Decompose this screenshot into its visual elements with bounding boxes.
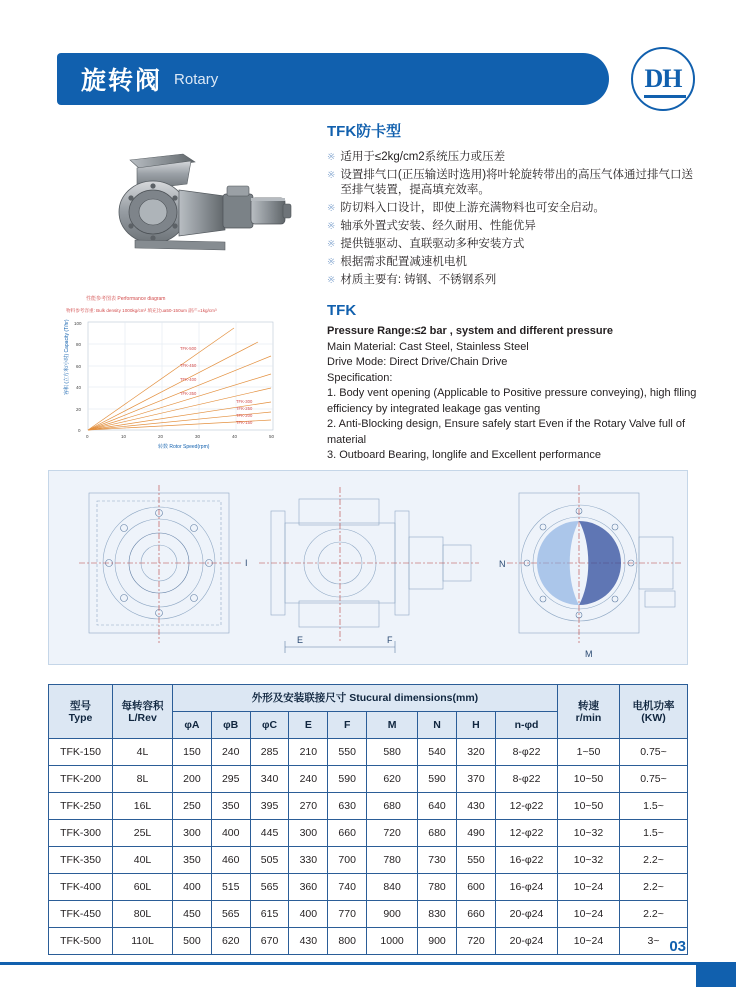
svg-text:TFK-300: TFK-300 bbox=[236, 399, 253, 404]
col-speed bbox=[558, 685, 620, 739]
table-row bbox=[49, 847, 688, 874]
spec-line: Main Material: Cast Steel, Stainless Steel bbox=[327, 340, 529, 353]
cell-dim-a: 250 bbox=[173, 793, 212, 820]
cell-dim-c: 615 bbox=[250, 901, 289, 928]
cell-dim-b: 400 bbox=[211, 820, 250, 847]
svg-text:TFK-350: TFK-350 bbox=[180, 391, 197, 396]
bullet-marker-icon: ※ bbox=[327, 203, 336, 214]
page-number: 03 bbox=[669, 938, 686, 955]
cell-speed: 10~32 bbox=[558, 820, 620, 847]
specification-table bbox=[48, 684, 688, 955]
col-type-cn: 型号 bbox=[70, 699, 91, 712]
svg-text:50: 50 bbox=[269, 434, 275, 439]
svg-text:TFK-200: TFK-200 bbox=[236, 413, 253, 418]
col-dim-nd: n-φd bbox=[496, 712, 558, 739]
bullet-text: 设置排气口(正压输送时选用)将叶轮旋转带出的高压气体通过排气口送至排气装置，提高填充效率。 bbox=[340, 169, 694, 196]
svg-text:E: E bbox=[297, 635, 304, 645]
cell-volume: 16L bbox=[113, 793, 173, 820]
cell-dim-n: 680 bbox=[418, 820, 457, 847]
cell-dim-a: 300 bbox=[173, 820, 212, 847]
cell-volume: 80L bbox=[113, 901, 173, 928]
col-dim-n: N bbox=[418, 712, 457, 739]
svg-text:M: M bbox=[585, 649, 593, 659]
cell-dim-e: 330 bbox=[289, 847, 328, 874]
cell-dim-a: 400 bbox=[173, 874, 212, 901]
company-logo bbox=[630, 46, 696, 112]
cell-dim-m: 620 bbox=[367, 766, 418, 793]
cell-power: 2.2~ bbox=[620, 874, 688, 901]
cell-power: 2.2~ bbox=[620, 901, 688, 928]
bullet-marker-icon: ※ bbox=[327, 257, 336, 268]
cell-type: TFK-500 bbox=[49, 928, 113, 955]
list-item bbox=[327, 273, 697, 288]
cell-dim-f: 660 bbox=[328, 820, 367, 847]
svg-text:10: 10 bbox=[121, 434, 127, 439]
table-row bbox=[49, 766, 688, 793]
cell-dim-m: 680 bbox=[367, 793, 418, 820]
table-header-row bbox=[49, 685, 688, 712]
cell-dim-b: 460 bbox=[211, 847, 250, 874]
col-volume bbox=[113, 685, 173, 739]
spec-line: 1. Body vent opening (Applicable to Positive pressure conveying), high flling efficiency by integrated leakage gas venting bbox=[327, 387, 697, 415]
cell-speed: 10~50 bbox=[558, 766, 620, 793]
spec-line: Specification: bbox=[327, 371, 393, 384]
logo-underline bbox=[644, 95, 686, 98]
cell-type: TFK-300 bbox=[49, 820, 113, 847]
cell-dim-e: 300 bbox=[289, 820, 328, 847]
bullet-text: 防切料入口设计，即使上游充满物料也可安全启动。 bbox=[340, 202, 605, 214]
logo-text: DH bbox=[644, 64, 682, 93]
cell-dim-h: 430 bbox=[456, 793, 495, 820]
list-item bbox=[327, 219, 697, 234]
svg-text:I: I bbox=[245, 558, 248, 568]
cell-dim-c: 445 bbox=[250, 820, 289, 847]
logo-circle bbox=[631, 47, 695, 111]
bullet-marker-icon: ※ bbox=[327, 239, 336, 250]
cell-dim-a: 200 bbox=[173, 766, 212, 793]
cell-dim-e: 270 bbox=[289, 793, 328, 820]
cell-dim-h: 660 bbox=[456, 901, 495, 928]
cell-dim-c: 340 bbox=[250, 766, 289, 793]
cell-dim-n: 780 bbox=[418, 874, 457, 901]
col-power-en: (KW) bbox=[641, 711, 666, 724]
cell-dim-n: 830 bbox=[418, 901, 457, 928]
cell-power: 1.5~ bbox=[620, 820, 688, 847]
product-title-cn: TFK防卡型 bbox=[327, 123, 402, 140]
svg-text:100: 100 bbox=[74, 321, 82, 326]
cell-dim-m: 780 bbox=[367, 847, 418, 874]
cell-volume: 40L bbox=[113, 847, 173, 874]
footer-accent-block bbox=[696, 965, 736, 987]
cell-dim-e: 430 bbox=[289, 928, 328, 955]
cell-power: 0.75~ bbox=[620, 766, 688, 793]
svg-text:TFK-250: TFK-250 bbox=[236, 406, 253, 411]
table-row bbox=[49, 928, 688, 955]
cell-dim-f: 590 bbox=[328, 766, 367, 793]
bullet-marker-icon: ※ bbox=[327, 221, 336, 232]
footer-rule bbox=[0, 962, 736, 965]
cell-power: 1.5~ bbox=[620, 793, 688, 820]
col-dim-e: E bbox=[289, 712, 328, 739]
cell-dim-m: 1000 bbox=[367, 928, 418, 955]
page-title-cn: 旋转阀 bbox=[81, 67, 163, 95]
cell-dim-nd: 8-φ22 bbox=[496, 739, 558, 766]
svg-text:TFK-400: TFK-400 bbox=[180, 377, 197, 382]
cell-dim-f: 740 bbox=[328, 874, 367, 901]
table-header bbox=[49, 685, 688, 739]
svg-text:N: N bbox=[499, 559, 506, 569]
table-row bbox=[49, 739, 688, 766]
col-volume-cn: 每转容积 bbox=[121, 699, 164, 712]
svg-text:40: 40 bbox=[232, 434, 238, 439]
col-speed-cn: 转速 bbox=[578, 699, 599, 712]
col-dim-b: φB bbox=[211, 712, 250, 739]
table-row bbox=[49, 793, 688, 820]
cell-dim-e: 210 bbox=[289, 739, 328, 766]
cell-speed: 10~24 bbox=[558, 928, 620, 955]
bullet-text: 根据需求配置减速机电机 bbox=[340, 256, 467, 268]
svg-text:20: 20 bbox=[76, 407, 82, 412]
cell-volume: 8L bbox=[113, 766, 173, 793]
col-dim-m: M bbox=[367, 712, 418, 739]
bullet-text: 材质主要有: 铸钢、不锈钢系列 bbox=[340, 274, 497, 286]
table-body bbox=[49, 739, 688, 955]
svg-text:F: F bbox=[387, 635, 393, 645]
list-item bbox=[327, 255, 697, 270]
svg-text:20: 20 bbox=[158, 434, 164, 439]
cell-dim-e: 240 bbox=[289, 766, 328, 793]
cell-dim-nd: 8-φ22 bbox=[496, 766, 558, 793]
performance-diagram bbox=[58, 290, 308, 460]
list-item bbox=[327, 237, 697, 252]
svg-text:性能参考图表 Performance diagram: 性能参考图表 Performance diagram bbox=[86, 296, 166, 302]
col-dim-h: H bbox=[456, 712, 495, 739]
cell-dim-e: 360 bbox=[289, 874, 328, 901]
cell-dim-h: 490 bbox=[456, 820, 495, 847]
cell-dim-nd: 16-φ24 bbox=[496, 874, 558, 901]
cell-dim-b: 350 bbox=[211, 793, 250, 820]
bullet-text: 轴承外置式安装、经久耐用、性能优异 bbox=[340, 220, 536, 232]
list-item bbox=[327, 150, 697, 165]
svg-text:TFK-450: TFK-450 bbox=[180, 363, 197, 368]
cell-dim-a: 500 bbox=[173, 928, 212, 955]
cell-dim-nd: 12-φ22 bbox=[496, 793, 558, 820]
cell-dim-f: 700 bbox=[328, 847, 367, 874]
cell-dim-n: 900 bbox=[418, 928, 457, 955]
table-row bbox=[49, 820, 688, 847]
list-item bbox=[327, 168, 697, 198]
cell-power: 2.2~ bbox=[620, 847, 688, 874]
cell-type: TFK-450 bbox=[49, 901, 113, 928]
cell-dim-h: 320 bbox=[456, 739, 495, 766]
product-photo bbox=[75, 150, 300, 260]
cell-dim-nd: 12-φ22 bbox=[496, 820, 558, 847]
cell-dim-f: 770 bbox=[328, 901, 367, 928]
bullet-marker-icon: ※ bbox=[327, 275, 336, 286]
cell-dim-f: 630 bbox=[328, 793, 367, 820]
col-power-cn: 电机功率 bbox=[632, 699, 675, 712]
cell-dim-a: 350 bbox=[173, 847, 212, 874]
cell-dim-a: 450 bbox=[173, 901, 212, 928]
svg-text:30: 30 bbox=[195, 434, 201, 439]
list-item bbox=[327, 201, 697, 216]
cell-dim-c: 505 bbox=[250, 847, 289, 874]
svg-text:TFK-150: TFK-150 bbox=[236, 420, 253, 425]
cell-dim-b: 565 bbox=[211, 901, 250, 928]
cell-dim-f: 550 bbox=[328, 739, 367, 766]
cell-volume: 110L bbox=[113, 928, 173, 955]
svg-text:0: 0 bbox=[86, 434, 89, 439]
col-power bbox=[620, 685, 688, 739]
col-type bbox=[49, 685, 113, 739]
svg-text:0: 0 bbox=[78, 428, 81, 433]
cell-dim-n: 590 bbox=[418, 766, 457, 793]
cell-volume: 25L bbox=[113, 820, 173, 847]
col-speed-en: r/min bbox=[575, 711, 602, 724]
spec-line: 2. Anti-Blocking design, Ensure safely start Even if the Rotary Valve full of material bbox=[327, 418, 686, 446]
col-dim-c: φC bbox=[250, 712, 289, 739]
cell-dim-nd: 16-φ22 bbox=[496, 847, 558, 874]
col-type-en: Type bbox=[68, 711, 93, 724]
cell-dim-nd: 20-φ24 bbox=[496, 901, 558, 928]
cell-dim-h: 600 bbox=[456, 874, 495, 901]
cell-type: TFK-400 bbox=[49, 874, 113, 901]
cell-type: TFK-250 bbox=[49, 793, 113, 820]
spec-line: Pressure Range:≤2 bar , system and different pressure bbox=[327, 325, 614, 337]
cell-speed: 10~32 bbox=[558, 847, 620, 874]
col-dim-f: F bbox=[328, 712, 367, 739]
cell-dim-n: 640 bbox=[418, 793, 457, 820]
cell-dim-nd: 20-φ24 bbox=[496, 928, 558, 955]
product-description bbox=[327, 120, 697, 464]
spec-line: Drive Mode: Direct Drive/Chain Drive bbox=[327, 356, 508, 368]
svg-text:60: 60 bbox=[76, 364, 82, 369]
cell-dim-e: 400 bbox=[289, 901, 328, 928]
col-dimensions-group: 外形及安装联接尺寸 Stucural dimensions(mm) bbox=[173, 685, 558, 712]
cell-dim-m: 720 bbox=[367, 820, 418, 847]
page-header-bar bbox=[57, 53, 609, 105]
cell-dim-c: 285 bbox=[250, 739, 289, 766]
svg-text:80: 80 bbox=[76, 342, 82, 347]
cell-power: 0.75~ bbox=[620, 739, 688, 766]
svg-text:容积 (立方米/小时) Capacity (T/hr): 容积 (立方米/小时) Capacity (T/hr) bbox=[64, 319, 70, 395]
bullet-marker-icon: ※ bbox=[327, 152, 336, 163]
svg-text:物料参考容重: Bulk density 1000kg/cm: 物料参考容重: Bulk density 1000kg/cm³ 填充比ua50-150um 副产=1kg/cm³ bbox=[66, 308, 217, 313]
cell-speed: 10~50 bbox=[558, 793, 620, 820]
bullet-marker-icon: ※ bbox=[327, 170, 336, 181]
svg-text:TFK-500: TFK-500 bbox=[180, 346, 197, 351]
cell-dim-h: 550 bbox=[456, 847, 495, 874]
cell-dim-b: 240 bbox=[211, 739, 250, 766]
cell-dim-n: 730 bbox=[418, 847, 457, 874]
product-title-en: TFK bbox=[327, 302, 357, 319]
cell-dim-c: 565 bbox=[250, 874, 289, 901]
cell-dim-c: 395 bbox=[250, 793, 289, 820]
cell-power: 3~ bbox=[620, 928, 688, 955]
col-volume-en: L/Rev bbox=[128, 711, 157, 724]
cell-speed: 10~24 bbox=[558, 874, 620, 901]
cell-dim-h: 720 bbox=[456, 928, 495, 955]
cell-volume: 4L bbox=[113, 739, 173, 766]
spec-line: 3. Outboard Bearing, longlife and Excellent performance bbox=[327, 449, 601, 461]
cell-dim-m: 580 bbox=[367, 739, 418, 766]
cell-dim-n: 540 bbox=[418, 739, 457, 766]
cell-dim-f: 800 bbox=[328, 928, 367, 955]
table-row bbox=[49, 874, 688, 901]
cell-dim-b: 295 bbox=[211, 766, 250, 793]
cell-speed: 1~50 bbox=[558, 739, 620, 766]
bullet-text: 适用于≤2kg/cm2系统压力或压差 bbox=[340, 151, 506, 163]
table-row bbox=[49, 901, 688, 928]
cell-dim-a: 150 bbox=[173, 739, 212, 766]
cell-dim-b: 515 bbox=[211, 874, 250, 901]
svg-text:转数 Rotor Speed(rpm): 转数 Rotor Speed(rpm) bbox=[158, 444, 210, 450]
cell-dim-h: 370 bbox=[456, 766, 495, 793]
technical-drawing-panel bbox=[48, 470, 688, 665]
col-dim-a: φA bbox=[173, 712, 212, 739]
page-title-en: Rotary bbox=[174, 70, 219, 88]
cell-dim-c: 670 bbox=[250, 928, 289, 955]
cell-type: TFK-200 bbox=[49, 766, 113, 793]
cell-type: TFK-350 bbox=[49, 847, 113, 874]
cell-dim-b: 620 bbox=[211, 928, 250, 955]
cell-speed: 10~24 bbox=[558, 901, 620, 928]
svg-text:40: 40 bbox=[76, 385, 82, 390]
cell-dim-m: 900 bbox=[367, 901, 418, 928]
cell-type: TFK-150 bbox=[49, 739, 113, 766]
cell-volume: 60L bbox=[113, 874, 173, 901]
cell-dim-m: 840 bbox=[367, 874, 418, 901]
bullet-text: 提供链驱动、直联驱动多种安装方式 bbox=[340, 238, 525, 250]
